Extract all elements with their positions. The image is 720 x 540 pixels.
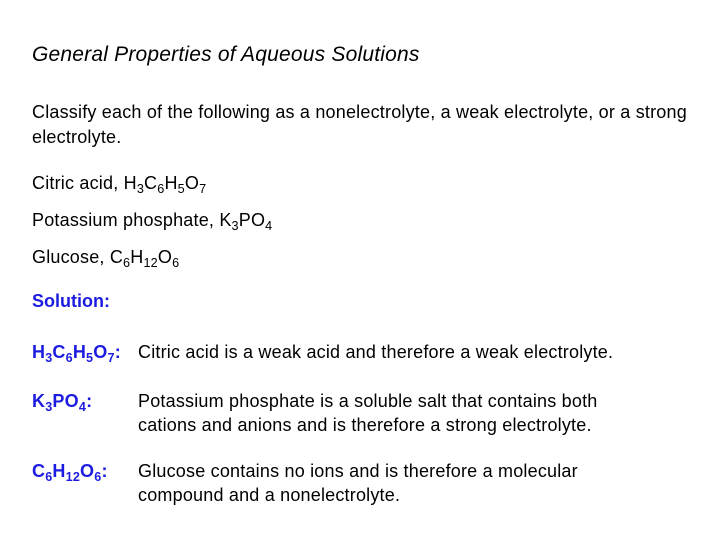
formula-symbol: H [164,173,178,193]
compound-formula [123,173,207,196]
formula-subscript: 7 [107,350,115,365]
formula-symbol: O [184,173,200,193]
compound-formula [219,210,273,233]
compound-citric-acid [32,173,206,194]
formula-subscript: 12 [65,469,81,484]
formula-subscript: 3 [45,399,53,414]
formula-subscript: 6 [65,350,73,365]
compound-potassium-phosphate [32,210,272,231]
formula-subscript: 12 [143,255,158,270]
formula-symbol: O [93,342,108,362]
formula-symbol: H [72,342,87,362]
formula-symbol: PO [238,210,266,230]
compound-formula [109,247,180,270]
formula-symbol: H [130,247,144,267]
formula-symbol: : [86,391,93,411]
formula-symbol: O [80,461,95,481]
formula-symbol: C [32,461,46,481]
formula-symbol: K [32,391,46,411]
formula-symbol: H [32,342,46,362]
formula-symbol: C [52,342,66,362]
formula-symbol: H [52,461,66,481]
solution-label: Solution: [32,291,110,311]
formula-symbol: K [219,210,232,230]
compound-name: Glucose, [32,247,110,267]
compound-name: Potassium phosphate, [32,210,220,230]
formula-subscript: 6 [123,255,131,270]
formula-symbol: : [114,342,121,362]
answer-text: Glucose contains no ions and is therefore a molecular compound and a nonelectrolyte. [138,461,578,505]
formula-symbol: PO [52,391,79,411]
formula-subscript: 3 [136,181,145,196]
formula-symbol: : [101,461,108,481]
formula-symbol: C [109,247,124,267]
formula-subscript: 3 [231,218,239,233]
formula-subscript: 5 [86,350,94,365]
formula-subscript: 7 [199,181,207,196]
formula-subscript: 5 [177,181,185,196]
compound-name: Citric acid, [32,173,124,193]
formula-subscript: 6 [172,255,180,270]
formula-subscript: 6 [94,469,102,484]
answer-text: Citric acid is a weak acid and therefore a weak electrolyte. [138,342,614,362]
formula-subscript: 6 [45,469,53,484]
formula-subscript: 6 [157,181,165,196]
formula-symbol: H [123,173,137,193]
instruction-text: Classify each of the following as a nonelectrolyte, a weak electrolyte, or a strong electrolyte. [32,102,687,147]
answer-formula [32,459,108,483]
formula-symbol: O [157,247,173,267]
formula-symbol: C [144,173,158,193]
compound-glucose [32,247,179,268]
formula-subscript: 3 [45,350,53,365]
slide-title: General Properties of Aqueous Solutions [32,43,420,66]
formula-subscript: 4 [265,218,273,233]
answer-formula [32,389,92,413]
answer-formula [32,340,121,364]
answer-text: Potassium phosphate is a soluble salt that contains both cations and anions and is therefore a strong electrolyte. [138,391,598,435]
formula-subscript: 4 [78,399,87,414]
